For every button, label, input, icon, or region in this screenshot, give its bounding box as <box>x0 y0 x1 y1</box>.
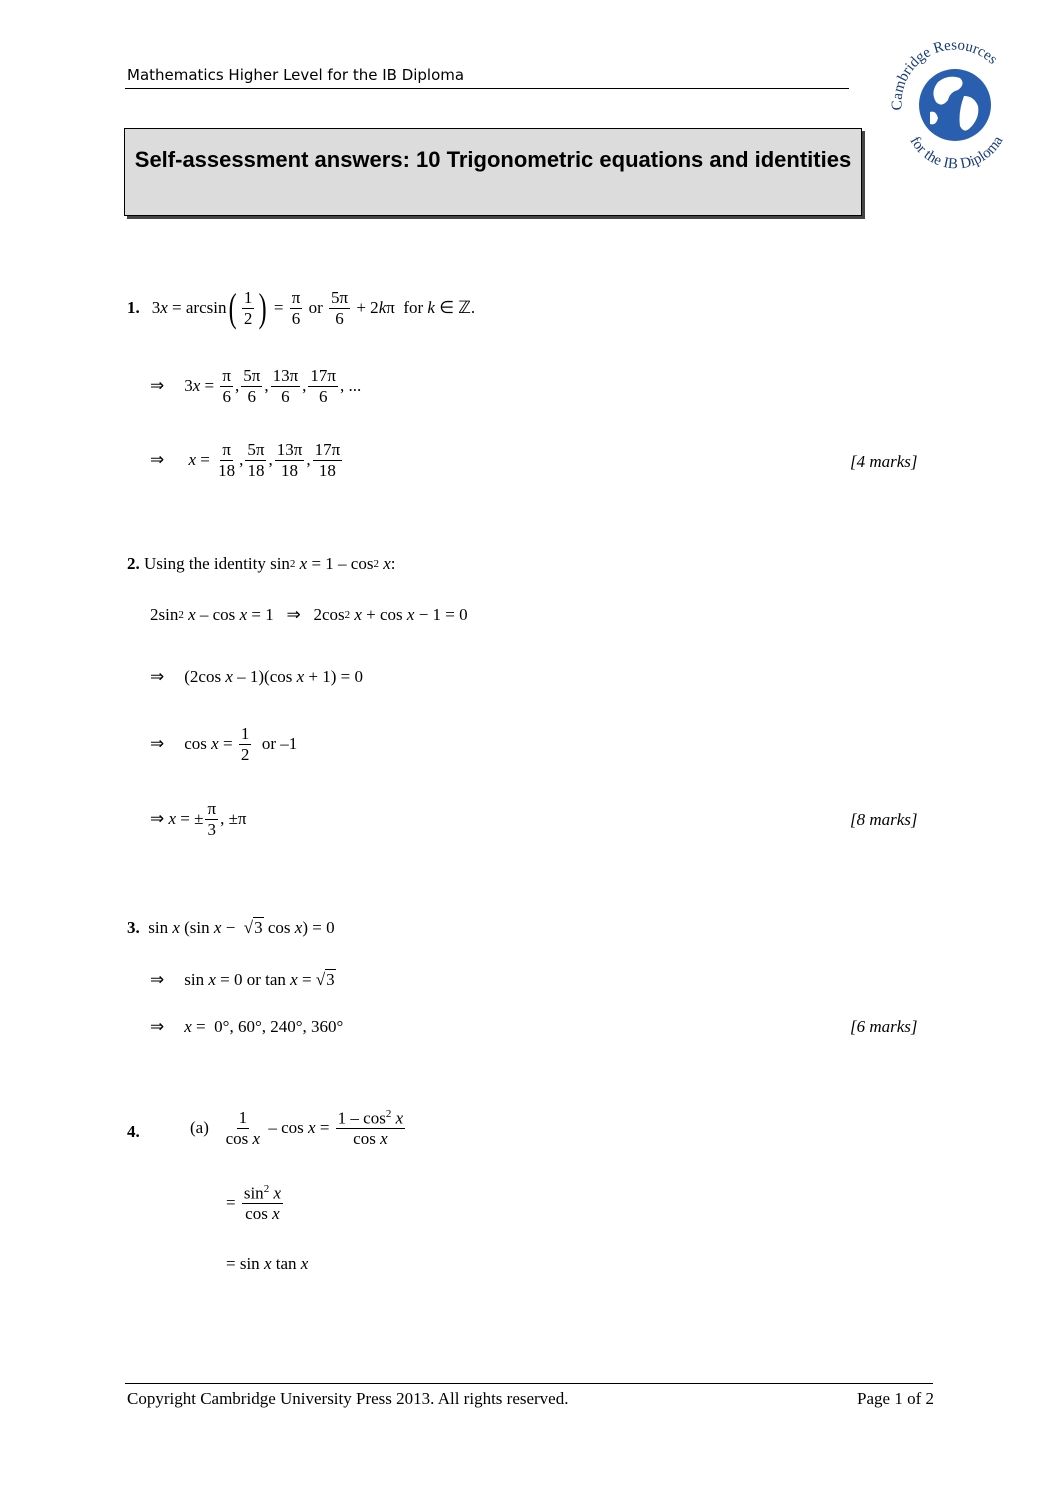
title-box <box>124 128 862 216</box>
header-rule <box>125 88 849 89</box>
q4-number-line <box>127 1122 140 1142</box>
footer-page-number: Page 1 of 2 <box>857 1389 934 1408</box>
q4-number: 4. <box>127 1122 140 1141</box>
q2-intro: Using the identity <box>144 554 266 573</box>
q3-answer: 0°, 60°, 240°, 360° <box>214 1017 344 1036</box>
q2-line2: 2sin 2 x – cos x = 1 ⇒ 2cos 2 x + cos x − 1 = 0 <box>150 605 468 624</box>
footer-copyright: Copyright Cambridge University Press 2013. All rights reserved. <box>127 1389 569 1408</box>
q4-line1: (a) $\frac{1}{\text{cos x}}$ – cos x = $\frac{1 - \cos^2 x}{\text{cos x}}$ <box>190 1108 404 1149</box>
q3-marks: [6 marks] <box>850 1017 918 1036</box>
q1-line1: 1. 3 x = arcsin ( $\frac{1}{2}$ ) = $\frac{\pi}{6}$ or $\frac{5\pi}{6}$ + 2 k π for k ∈ ℤ. <box>127 285 476 331</box>
q2-line4: ⇒ cos x = $\frac{1}{2}$ or –1 <box>150 724 298 764</box>
q2-line1: 2. Using the identity sin 2 x = 1 – cos 2 x : <box>127 554 396 573</box>
q1-line2: ⇒ 3 x = $\frac{\pi}{6}$ , $\frac{5\pi}{6}$ , $\frac{13\pi}{6}$ , $\frac{17\pi}{6}$ , ... <box>150 366 362 406</box>
page-title: Self-assessment answers: 10 Trigonometric equations and identities <box>134 147 852 172</box>
q1-line3: ⇒ x = $\frac{\pi}{18}$ , $\frac{5\pi}{18}$ , $\frac{13\pi}{18}$ , $\frac{17\pi}{18}$ <box>150 440 341 480</box>
q1-marks: [4 marks] <box>850 452 918 471</box>
book-title: Mathematics Higher Level for the IB Diploma <box>127 66 465 84</box>
q2-marks: [8 marks] <box>850 810 918 829</box>
q2-line5: ⇒ x = ± $\frac{\pi}{3}$ , ±π <box>150 799 247 839</box>
footer-rule <box>125 1383 933 1384</box>
q1-number: 1. <box>127 298 140 318</box>
q4-line3: = sin x tan x <box>226 1254 309 1273</box>
q3-line1: 3. sin x (sin x − √ 3 cos x ) = 0 <box>127 917 335 937</box>
q3-line2: ⇒ sin x = 0 or tan x = √ 3 <box>150 969 335 989</box>
cambridge-globe-logo <box>880 30 1025 175</box>
q2-line3: ⇒ (2cos x – 1)(cos x + 1) = 0 <box>150 667 363 686</box>
q4-line2: = $\frac{\sin^2 x}{\text{cos x}}$ <box>226 1183 281 1224</box>
q4-part: (a) <box>190 1118 209 1138</box>
q3-line3: ⇒ x = 0°, 60°, 240°, 360° <box>150 1017 344 1036</box>
q3-number: 3. <box>127 917 140 937</box>
logo-text-top: Cambridge Resources <box>889 37 1001 111</box>
logo-text-bottom: for the IB Diploma <box>906 133 1007 173</box>
q2-number: 2. <box>127 554 140 573</box>
